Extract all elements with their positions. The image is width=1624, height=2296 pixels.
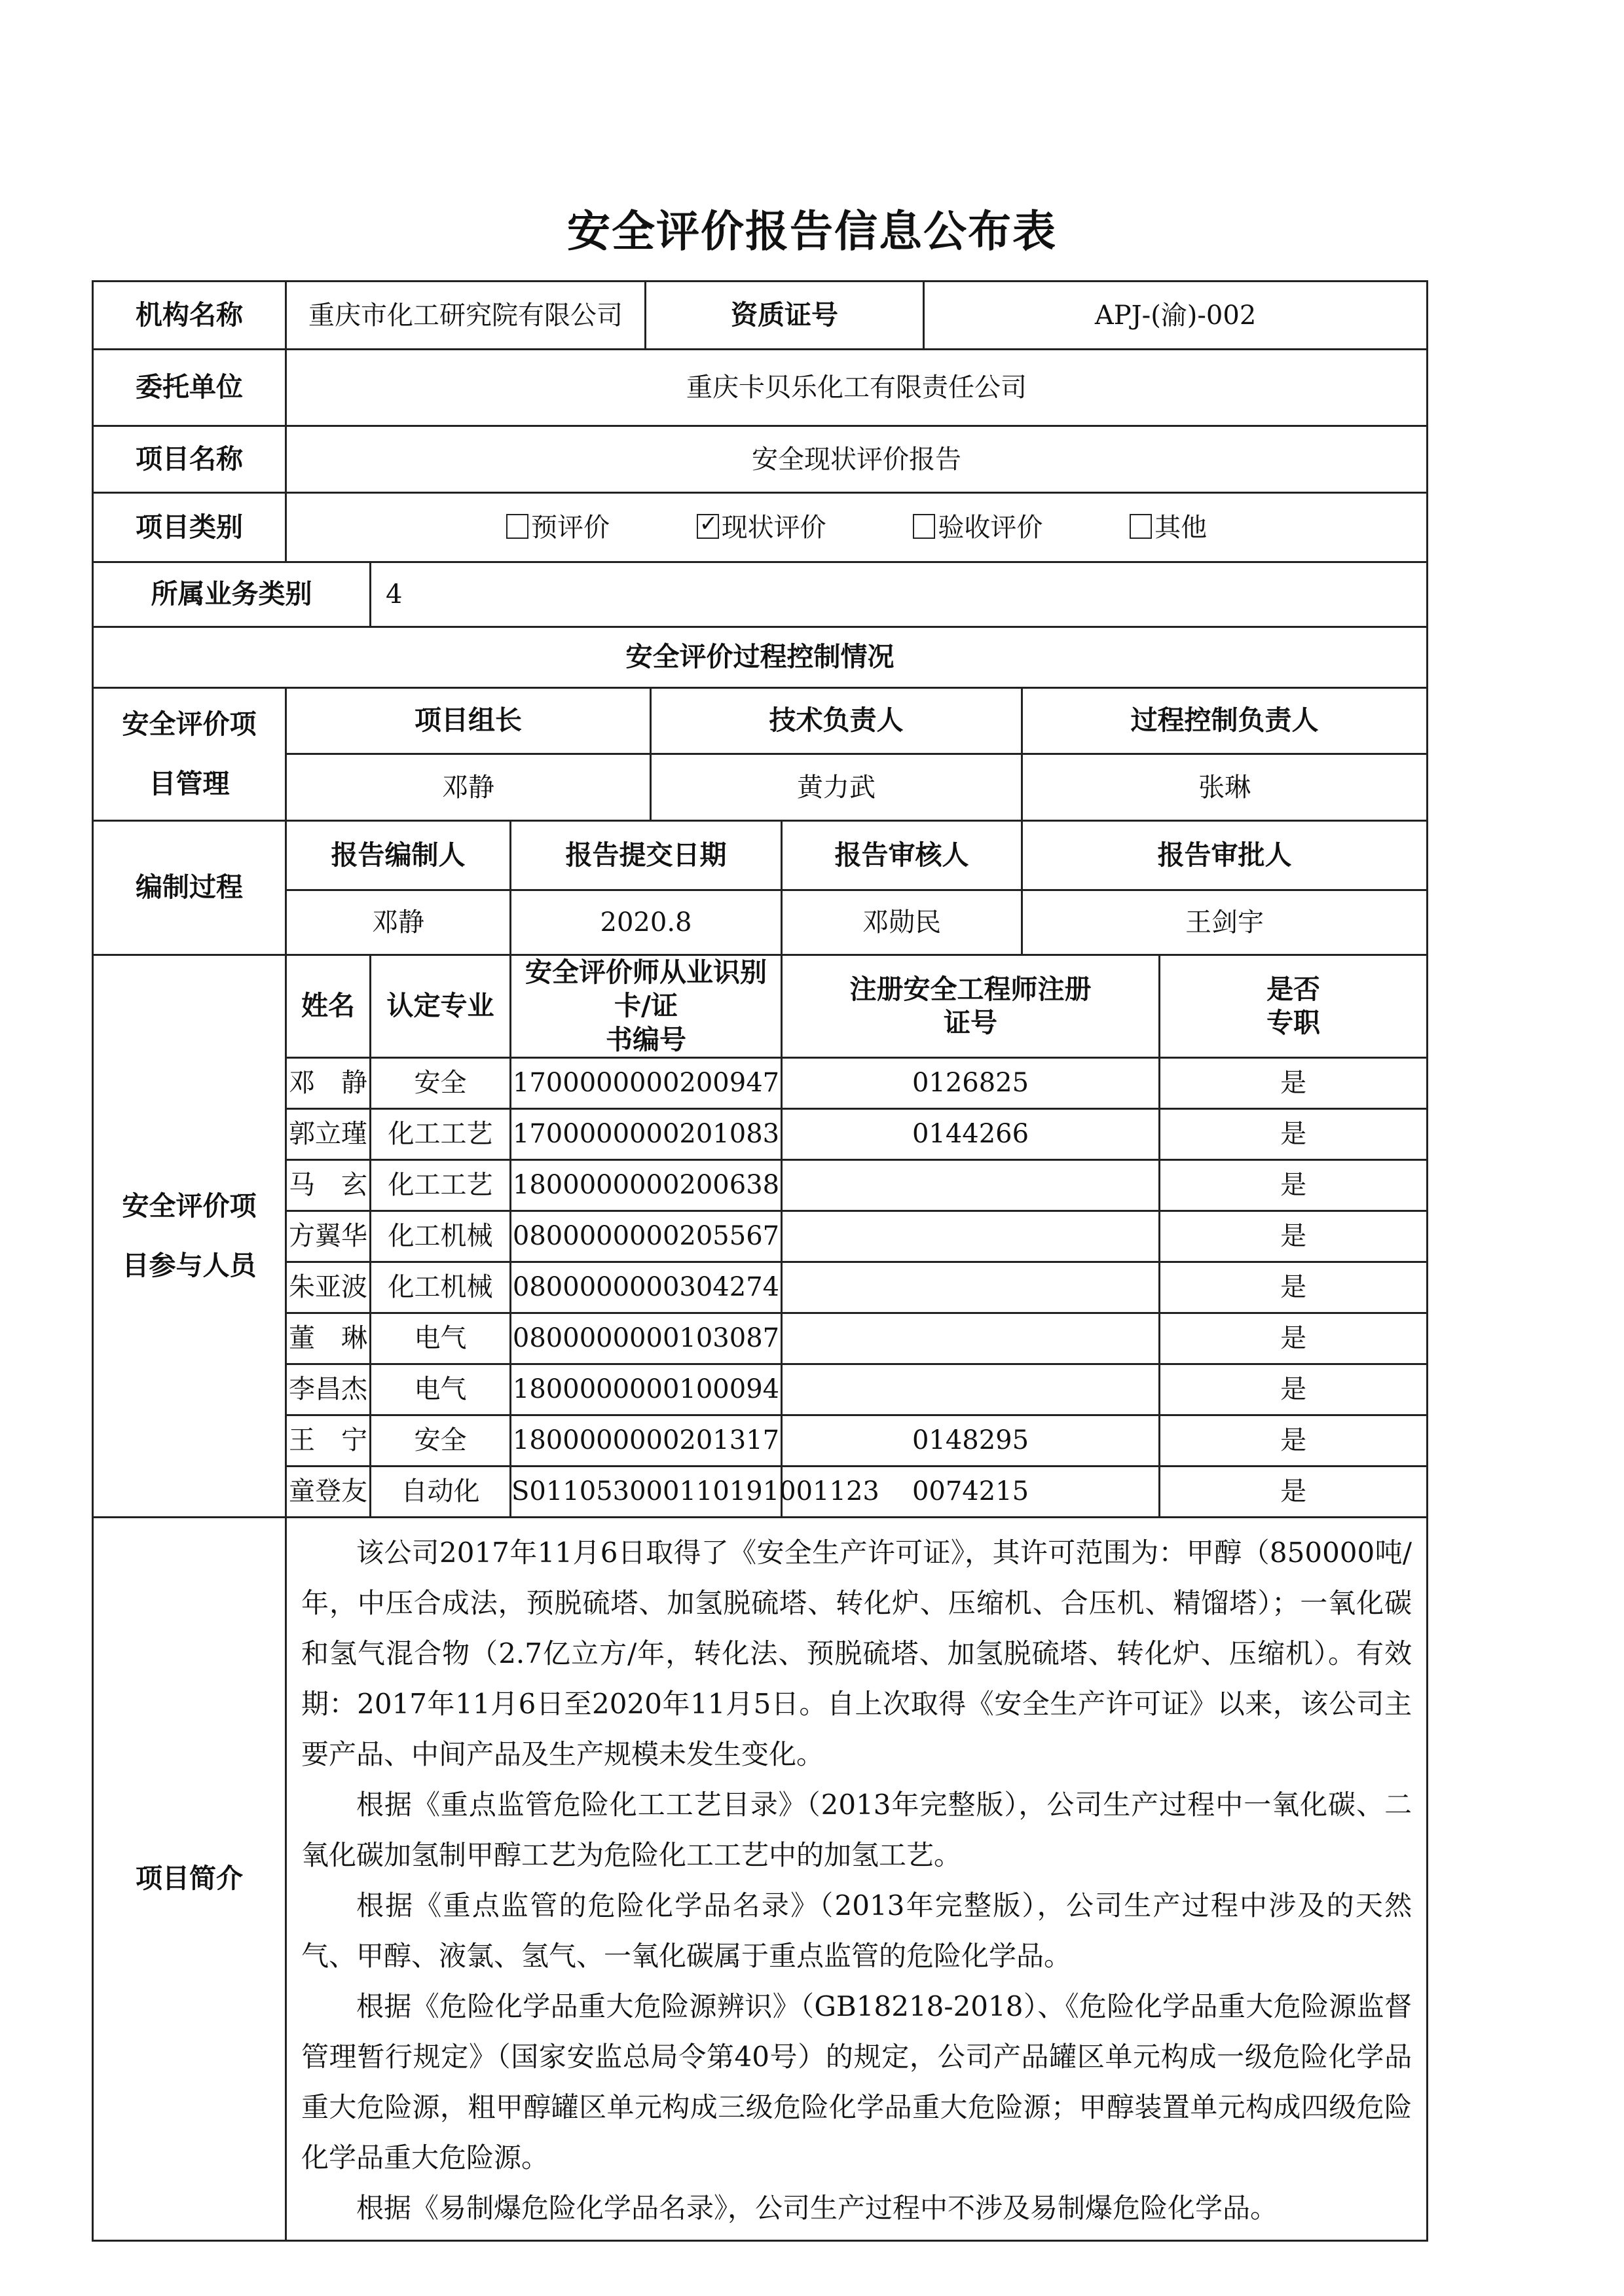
- person-fulltime: 是: [1160, 1057, 1428, 1108]
- person-card: 1700000000200947: [511, 1057, 782, 1108]
- personnel-label-line2: 目参与人员: [122, 1249, 257, 1281]
- management-value: 黄力武: [651, 754, 1022, 821]
- col-header-card-line2: 书编号: [606, 1023, 686, 1055]
- person-reg: [782, 1313, 1160, 1364]
- category-option-label: 预评价: [530, 512, 610, 543]
- category-option[interactable]: [697, 511, 826, 544]
- person-name: 李昌杰: [286, 1364, 371, 1415]
- person-fulltime: 是: [1160, 1364, 1428, 1415]
- person-fulltime: 是: [1160, 1262, 1428, 1313]
- org-row: [93, 282, 1428, 350]
- intro-body: [286, 1517, 1428, 2240]
- qual-value: APJ-(渝)-002: [924, 282, 1428, 350]
- person-reg: [782, 1262, 1160, 1313]
- category-options: [286, 493, 1428, 562]
- person-major: 自动化: [371, 1466, 511, 1517]
- checkbox-icon[interactable]: [913, 514, 935, 539]
- person-major: 电气: [371, 1364, 511, 1415]
- person-reg: 0144266: [782, 1108, 1160, 1159]
- compilation-header: 报告审批人: [1022, 821, 1428, 890]
- intro-row: [93, 1517, 1428, 2240]
- person-fulltime: 是: [1160, 1415, 1428, 1466]
- person-fulltime: 是: [1160, 1466, 1428, 1517]
- category-option[interactable]: [1130, 511, 1207, 544]
- category-option[interactable]: [913, 511, 1043, 544]
- management-value-row: [93, 754, 1428, 821]
- person-fulltime: 是: [1160, 1211, 1428, 1262]
- person-name: 郭立瑾: [286, 1108, 371, 1159]
- personnel-label: [93, 955, 286, 1518]
- compilation-header: 报告审核人: [782, 821, 1022, 890]
- checkbox-icon[interactable]: [1130, 514, 1152, 539]
- person-name: 王 宁: [286, 1415, 371, 1466]
- category-option[interactable]: [506, 511, 610, 544]
- person-reg: 0074215: [782, 1466, 1160, 1517]
- business-label: 所属业务类别: [93, 562, 371, 627]
- person-reg: 0126825: [782, 1057, 1160, 1108]
- compilation-value: 王剑宇: [1022, 890, 1428, 955]
- org-name-value: 重庆市化工研究院有限公司: [286, 282, 646, 350]
- person-card: 1800000000100094: [511, 1364, 782, 1415]
- col-header-reg-line2: 证号: [944, 1006, 998, 1038]
- person-fulltime: 是: [1160, 1108, 1428, 1159]
- qual-label: 资质证号: [646, 282, 924, 350]
- person-card: 1700000000201083: [511, 1108, 782, 1159]
- col-header-fulltime: [1160, 955, 1428, 1058]
- management-header: 过程控制负责人: [1022, 688, 1428, 754]
- management-header: 技术负责人: [651, 688, 1022, 754]
- personnel-header-row: [93, 955, 1428, 1058]
- col-header-card: [511, 955, 782, 1058]
- col-header-card-line1: 安全评价师从业识别卡/证: [525, 957, 767, 1022]
- management-header-row: [93, 688, 1428, 754]
- personnel-row: [93, 1057, 1428, 1108]
- person-major: 化工工艺: [371, 1159, 511, 1211]
- personnel-row: [93, 1364, 1428, 1415]
- person-name: 方翼华: [286, 1211, 371, 1262]
- person-reg: 0148295: [782, 1415, 1160, 1466]
- management-label-line2: 目管理: [149, 768, 230, 799]
- category-option-label: 验收评价: [938, 512, 1043, 543]
- person-fulltime: 是: [1160, 1159, 1428, 1211]
- project-name-value: 安全现状评价报告: [286, 426, 1428, 493]
- person-fulltime: 是: [1160, 1313, 1428, 1364]
- col-header-reg: [782, 955, 1160, 1058]
- person-card: 0800000000103087: [511, 1313, 782, 1364]
- personnel-label-line1: 安全评价项: [122, 1190, 257, 1222]
- person-name: 董 琳: [286, 1313, 371, 1364]
- personnel-row: [93, 1466, 1428, 1517]
- intro-paragraph: 根据《危险化学品重大危险源辨识》（GB18218-2018）、《危险化学品重大危险源监督管理暂行规定》（国家安监总局令第40号）的规定，公司产品罐区单元构成一级危险化学品重大危险源，粗甲醇罐区单元构成三级危险化学品重大危险源；甲醇装置单元构成四级危险化学品重大危险源。: [301, 1990, 1412, 2174]
- client-label: 委托单位: [93, 350, 286, 426]
- personnel-row: [93, 1415, 1428, 1466]
- col-header-fulltime-line2: 专职: [1266, 1006, 1321, 1038]
- intro-paragraph: 根据《重点监管危险化工工艺目录》（2013年完整版），公司生产过程中一氧化碳、二氧化碳加氢制甲醇工艺为危险化工工艺中的加氢工艺。: [301, 1788, 1412, 1871]
- management-label-line1: 安全评价项: [122, 708, 257, 740]
- compilation-value: 2020.8: [511, 890, 782, 955]
- category-option-label: 现状评价: [721, 512, 826, 543]
- person-card: S011053000110191001123: [511, 1466, 782, 1517]
- management-label: [93, 688, 286, 821]
- client-value: 重庆卡贝乐化工有限责任公司: [286, 350, 1428, 426]
- management-header: 项目组长: [286, 688, 651, 754]
- person-name: 邓 静: [286, 1057, 371, 1108]
- compilation-header-row: [93, 821, 1428, 890]
- compilation-header: 报告提交日期: [511, 821, 782, 890]
- intro-paragraph: 根据《重点监管的危险化学品名录》（2013年完整版），公司生产过程中涉及的天然气、甲醇、液氯、氢气、一氧化碳属于重点监管的危险化学品。: [301, 1889, 1412, 1972]
- col-header-reg-line1: 注册安全工程师注册: [849, 973, 1092, 1005]
- project-name-label: 项目名称: [93, 426, 286, 493]
- person-reg: [782, 1211, 1160, 1262]
- person-major: 化工机械: [371, 1262, 511, 1313]
- personnel-row: [93, 1262, 1428, 1313]
- compilation-value-row: [93, 890, 1428, 955]
- category-label: 项目类别: [93, 493, 286, 562]
- intro-label: 项目简介: [93, 1517, 286, 2240]
- col-header-name: 姓名: [286, 955, 371, 1058]
- personnel-row: [93, 1159, 1428, 1211]
- management-value: 张琳: [1022, 754, 1428, 821]
- person-major: 化工工艺: [371, 1108, 511, 1159]
- person-major: 安全: [371, 1057, 511, 1108]
- compilation-value: 邓勋民: [782, 890, 1022, 955]
- compilation-label: 编制过程: [93, 821, 286, 955]
- person-reg: [782, 1364, 1160, 1415]
- process-heading: 安全评价过程控制情况: [93, 627, 1428, 688]
- personnel-row: [93, 1108, 1428, 1159]
- person-name: 朱亚波: [286, 1262, 371, 1313]
- business-value: 4: [371, 562, 1428, 627]
- compilation-value: 邓静: [286, 890, 511, 955]
- person-card: 0800000000304274: [511, 1262, 782, 1313]
- compilation-header: 报告编制人: [286, 821, 511, 890]
- intro-paragraph: 根据《易制爆危险化学品名录》，公司生产过程中不涉及易制爆危险化学品。: [356, 2191, 1278, 2224]
- col-header-fulltime-line1: 是否: [1266, 973, 1321, 1005]
- process-heading-row: [93, 627, 1428, 688]
- person-card: 0800000000205567: [511, 1211, 782, 1262]
- project-name-row: [93, 426, 1428, 493]
- checkbox-icon[interactable]: [506, 514, 528, 539]
- person-major: 化工机械: [371, 1211, 511, 1262]
- person-card: 1800000000200638: [511, 1159, 782, 1211]
- checkbox-checked-icon[interactable]: [697, 514, 719, 539]
- person-major: 电气: [371, 1313, 511, 1364]
- business-row: [93, 562, 1428, 627]
- info-table: [92, 280, 1426, 2242]
- org-name-label: 机构名称: [93, 282, 286, 350]
- person-name: 童登友: [286, 1466, 371, 1517]
- management-value: 邓静: [286, 754, 651, 821]
- person-card: 1800000000201317: [511, 1415, 782, 1466]
- person-reg: [782, 1159, 1160, 1211]
- client-row: [93, 350, 1428, 426]
- personnel-row: [93, 1211, 1428, 1262]
- person-name: 马 玄: [286, 1159, 371, 1211]
- person-major: 安全: [371, 1415, 511, 1466]
- personnel-row: [93, 1313, 1428, 1364]
- category-row: [93, 493, 1428, 562]
- col-header-major: 认定专业: [371, 955, 511, 1058]
- category-option-label: 其他: [1154, 512, 1208, 543]
- page-title: 安全评价报告信息公布表: [567, 206, 1057, 257]
- intro-paragraph: 该公司2017年11月6日取得了《安全生产许可证》，其许可范围为：甲醇（850000吨/年，中压合成法，预脱硫塔、加氢脱硫塔、转化炉、压缩机、合压机、精馏塔）；一氧化碳和氢气混合物（2.7亿立方/年，转化法、预脱硫塔、加氢脱硫塔、转化炉、压缩机）。有效期：2017年11月6日至2020年11月5日。自上次取得《安全生产许可证》以来，该公司主要产品、中间产品及生产规模未发生变化。: [301, 1536, 1412, 1770]
